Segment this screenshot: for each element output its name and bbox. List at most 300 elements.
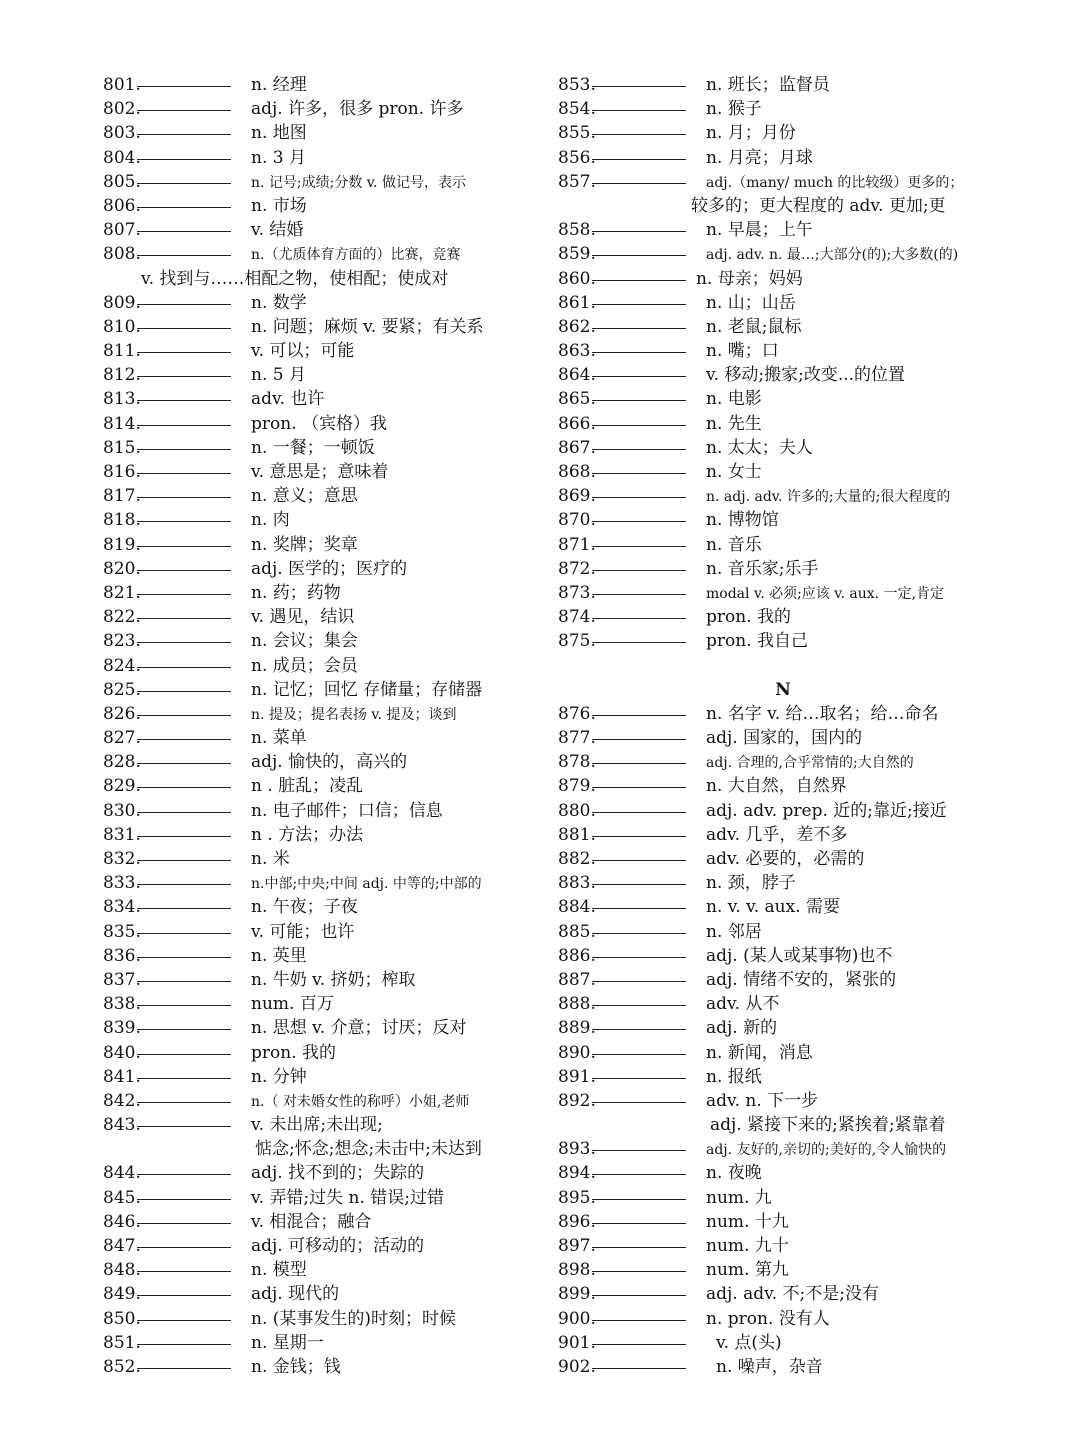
answer-blank[interactable] xyxy=(137,496,231,498)
vocab-entry xyxy=(103,726,553,750)
entry-number: 848. xyxy=(103,1260,141,1281)
answer-blank[interactable] xyxy=(592,303,686,305)
entry-number: 836. xyxy=(103,945,141,966)
vocab-entry xyxy=(103,702,553,726)
answer-blank[interactable] xyxy=(592,496,686,498)
entry-number: 857. xyxy=(558,171,596,192)
entry-definition: n. 分钟 xyxy=(251,1066,307,1087)
answer-blank[interactable] xyxy=(137,666,231,668)
answer-blank[interactable] xyxy=(137,738,231,740)
vocab-entry xyxy=(103,121,553,145)
answer-blank[interactable] xyxy=(137,1028,231,1030)
vocab-entry xyxy=(103,1282,553,1306)
entry-number: 847. xyxy=(103,1236,141,1256)
entry-number: 890. xyxy=(558,1042,596,1063)
answer-blank[interactable] xyxy=(592,1053,686,1055)
entry-number: 871. xyxy=(558,534,596,555)
answer-blank[interactable] xyxy=(137,932,231,934)
entry-number: 887. xyxy=(558,969,596,990)
answer-blank[interactable] xyxy=(137,1077,231,1079)
entry-definition: 较多的；更大程度的 adv. 更加;更 xyxy=(691,195,946,216)
answer-blank[interactable] xyxy=(592,786,686,788)
answer-blank[interactable] xyxy=(137,835,231,837)
entry-definition: n. 大自然，自然界 xyxy=(706,776,847,797)
entry-definition: v. 未出席;未出现; xyxy=(251,1115,383,1136)
answer-blank[interactable] xyxy=(137,327,231,329)
answer-blank[interactable] xyxy=(592,279,686,281)
vocab-entry xyxy=(558,242,1038,266)
vocab-entry xyxy=(558,315,1038,339)
answer-blank[interactable] xyxy=(137,182,231,184)
vocab-entry xyxy=(103,97,553,121)
vocab-entry xyxy=(103,1258,553,1282)
entry-definition: n. 菜单 xyxy=(251,728,307,749)
answer-blank[interactable] xyxy=(137,1101,231,1103)
answer-blank[interactable] xyxy=(592,859,686,861)
entry-number: 835. xyxy=(103,921,141,942)
vocab-entry xyxy=(103,291,553,315)
entry-definition: adj. 新的 xyxy=(706,1018,778,1039)
answer-blank[interactable] xyxy=(137,351,231,353)
entry-definition: n. (某事发生的)时刻；时候 xyxy=(251,1308,457,1329)
entry-number: 839. xyxy=(103,1018,141,1039)
answer-blank[interactable] xyxy=(137,859,231,861)
answer-blank[interactable] xyxy=(137,883,231,885)
entry-number: 829. xyxy=(103,776,141,797)
vocab-entry xyxy=(103,944,553,968)
entry-number: 845. xyxy=(103,1187,141,1208)
entry-definition: num. 百万 xyxy=(251,994,334,1015)
entry-definition: n.（ 对未婚女性的称呼）小姐,老师 xyxy=(251,1093,470,1110)
vocab-entry xyxy=(103,605,553,629)
entry-definition: modal v. 必须;应该 v. aux. 一定,肯定 xyxy=(706,585,945,602)
answer-blank[interactable] xyxy=(137,206,231,208)
answer-blank[interactable] xyxy=(137,1222,231,1224)
entry-definition: n. 电影 xyxy=(706,389,762,410)
entry-definition: n. 提及；提名表扬 v. 提及；谈到 xyxy=(251,706,457,723)
entry-definition: n. 电子邮件；口信；信息 xyxy=(251,800,443,821)
answer-blank[interactable] xyxy=(592,835,686,837)
entry-number: 883. xyxy=(558,873,596,894)
entry-number: 826. xyxy=(103,703,141,724)
entry-number: 866. xyxy=(558,413,596,434)
answer-blank[interactable] xyxy=(592,133,686,135)
entry-definition: n. v. v. aux. 需要 xyxy=(706,897,841,918)
vocab-entry xyxy=(558,1137,1038,1161)
entry-definition: n. 太太；夫人 xyxy=(706,437,813,458)
answer-blank[interactable] xyxy=(592,327,686,329)
entry-definition: adv. n. 下一步 xyxy=(706,1090,819,1111)
entry-definition: n. 博物馆 xyxy=(706,510,779,531)
answer-blank[interactable] xyxy=(137,1343,231,1345)
entry-number: 869. xyxy=(558,486,596,507)
vocab-entry xyxy=(103,1161,553,1185)
entry-number: 852. xyxy=(103,1356,141,1377)
vocab-entry xyxy=(103,412,553,436)
entry-number: 853. xyxy=(558,75,596,95)
vocab-entry xyxy=(558,170,1038,194)
entry-number: 812. xyxy=(103,365,141,386)
answer-blank[interactable] xyxy=(592,617,686,619)
answer-blank[interactable] xyxy=(592,1198,686,1200)
answer-blank[interactable] xyxy=(592,811,686,813)
vocab-entry xyxy=(558,267,1038,291)
entry-definition: n. 数学 xyxy=(251,292,307,313)
answer-blank[interactable] xyxy=(137,641,231,643)
entry-definition: n. 音乐 xyxy=(706,534,762,555)
answer-blank[interactable] xyxy=(137,1004,231,1006)
entry-definition: n. 肉 xyxy=(251,510,290,531)
entry-definition: v. 结婚 xyxy=(251,220,304,241)
answer-blank[interactable] xyxy=(137,690,231,692)
answer-blank[interactable] xyxy=(592,980,686,982)
answer-blank[interactable] xyxy=(592,762,686,764)
answer-blank[interactable] xyxy=(592,1367,686,1369)
entry-definition: n. 月亮；月球 xyxy=(706,147,813,168)
entry-number: 889. xyxy=(558,1018,596,1039)
entry-number: 809. xyxy=(103,292,141,313)
answer-blank[interactable] xyxy=(137,109,231,111)
answer-blank[interactable] xyxy=(137,714,231,716)
vocab-entry xyxy=(558,1282,1038,1306)
entry-definition: n. 月；月份 xyxy=(706,123,796,144)
answer-blank[interactable] xyxy=(592,1270,686,1272)
entry-definition: n. 老鼠;鼠标 xyxy=(706,316,802,337)
answer-blank[interactable] xyxy=(137,399,231,401)
answer-blank[interactable] xyxy=(137,569,231,571)
entry-definition: adj. adv. prep. 近的;靠近;接近 xyxy=(706,800,947,821)
answer-blank[interactable] xyxy=(137,907,231,909)
answer-blank[interactable] xyxy=(592,182,686,184)
vocab-entry xyxy=(558,944,1038,968)
entry-number: 864. xyxy=(558,365,596,386)
entry-definition: v. 移动;搬家;改变...的位置 xyxy=(706,365,906,386)
answer-blank[interactable] xyxy=(137,545,231,547)
entry-number: 804. xyxy=(103,147,141,168)
entry-number: 879. xyxy=(558,776,596,797)
answer-blank[interactable] xyxy=(137,448,231,450)
answer-blank[interactable] xyxy=(137,472,231,474)
entry-number: 863. xyxy=(558,341,596,362)
answer-blank[interactable] xyxy=(592,85,686,87)
entry-definition: adj. 紧接下来的;紧挨着;紧靠着 xyxy=(710,1115,946,1136)
entry-definition: pron. 我的 xyxy=(251,1042,336,1063)
entry-number: 849. xyxy=(103,1284,141,1305)
vocab-entry xyxy=(558,291,1038,315)
answer-blank[interactable] xyxy=(137,158,231,160)
vocab-entry xyxy=(558,1065,1038,1089)
section-letter: N xyxy=(775,679,791,700)
answer-blank[interactable] xyxy=(592,1222,686,1224)
answer-blank[interactable] xyxy=(137,1270,231,1272)
answer-blank[interactable] xyxy=(137,593,231,595)
entry-definition: n. 女士 xyxy=(706,462,762,482)
vocab-entry xyxy=(103,654,553,678)
vocab-entry xyxy=(558,73,1038,97)
answer-blank[interactable] xyxy=(137,811,231,813)
entry-definition: n. 成员；会员 xyxy=(251,655,358,676)
vocab-entry xyxy=(103,774,553,798)
answer-blank[interactable] xyxy=(137,1294,231,1296)
answer-blank[interactable] xyxy=(592,714,686,716)
answer-blank[interactable] xyxy=(592,956,686,958)
entry-number: 855. xyxy=(558,123,596,144)
entry-definition: adj. 友好的,亲切的;美好的,令人愉快的 xyxy=(706,1142,947,1159)
entry-number: 896. xyxy=(558,1211,596,1232)
entry-definition: adj.（many/ much 的比较级）更多的； xyxy=(706,174,964,191)
vocab-entry xyxy=(558,484,1038,508)
vocab-entry xyxy=(103,1234,553,1258)
vocab-entry xyxy=(558,387,1038,411)
entry-definition: adj. adv. 不;不是;没有 xyxy=(706,1284,879,1305)
vocab-entry xyxy=(558,557,1038,581)
vocab-entry xyxy=(558,992,1038,1016)
vocab-entry xyxy=(558,847,1038,871)
answer-blank[interactable] xyxy=(592,1149,686,1151)
answer-blank[interactable] xyxy=(592,1028,686,1030)
entry-definition: n. 记号;成绩;分数 v. 做记号，表示 xyxy=(251,174,466,191)
entry-definition: adv. 从不 xyxy=(706,994,780,1015)
entry-number: 818. xyxy=(103,510,141,531)
answer-blank[interactable] xyxy=(592,641,686,643)
entry-definition: adv. 必要的，必需的 xyxy=(706,849,865,869)
answer-blank[interactable] xyxy=(137,1053,231,1055)
entry-definition: n. 5 月 xyxy=(251,365,306,386)
answer-blank[interactable] xyxy=(137,1367,231,1369)
entry-definition: n. 记忆；回忆 存储量；存储器 xyxy=(251,679,483,700)
entry-definition: num. 九十 xyxy=(706,1236,789,1256)
vocab-entry xyxy=(558,460,1038,484)
entry-number: 832. xyxy=(103,849,141,869)
vocab-entry xyxy=(103,508,553,532)
answer-blank[interactable] xyxy=(592,158,686,160)
entry-definition: n. 问题；麻烦 v. 要紧；有关系 xyxy=(251,316,484,337)
entry-number: 886. xyxy=(558,945,596,966)
answer-blank[interactable] xyxy=(592,907,686,909)
vocab-entry xyxy=(103,533,553,557)
answer-blank[interactable] xyxy=(592,399,686,401)
answer-blank[interactable] xyxy=(137,1198,231,1200)
entry-definition: n. 米 xyxy=(251,849,290,869)
answer-blank[interactable] xyxy=(592,351,686,353)
entry-number: 823. xyxy=(103,631,141,652)
entry-definition: v. 相混合；融合 xyxy=(251,1211,372,1232)
entry-number: 894. xyxy=(558,1163,596,1184)
answer-blank[interactable] xyxy=(137,85,231,87)
entry-definition: adj. 找不到的；失踪的 xyxy=(251,1163,425,1184)
entry-definition: n. 3 月 xyxy=(251,147,306,168)
answer-blank[interactable] xyxy=(137,980,231,982)
vocab-entry xyxy=(103,1089,553,1113)
entry-definition: pron. 我自己 xyxy=(706,631,808,652)
answer-blank[interactable] xyxy=(137,956,231,958)
answer-blank[interactable] xyxy=(592,520,686,522)
entry-definition: n. 噪声，杂音 xyxy=(716,1356,823,1377)
entry-number: 880. xyxy=(558,800,596,821)
vocab-entry xyxy=(103,968,553,992)
entry-number: 888. xyxy=(558,994,596,1015)
left-column xyxy=(103,73,553,1379)
entry-number: 901. xyxy=(558,1332,596,1353)
answer-blank[interactable] xyxy=(137,1125,231,1127)
vocab-entry xyxy=(103,1016,553,1040)
vocab-entry xyxy=(558,581,1038,605)
entry-definition: adj. 可移动的；活动的 xyxy=(251,1236,425,1256)
entry-definition: n. adj. adv. 许多的;大量的;很大程度的 xyxy=(706,489,951,506)
answer-blank[interactable] xyxy=(592,375,686,377)
vocab-entry xyxy=(558,412,1038,436)
vocab-entry xyxy=(558,339,1038,363)
vocab-entry xyxy=(558,436,1038,460)
answer-blank[interactable] xyxy=(137,786,231,788)
entry-number: 831. xyxy=(103,824,141,845)
vocab-entry xyxy=(558,1307,1038,1331)
entry-number: 854. xyxy=(558,99,596,120)
answer-blank[interactable] xyxy=(592,254,686,256)
entry-definition: v. 可能；也许 xyxy=(251,921,355,942)
answer-blank[interactable] xyxy=(137,230,231,232)
answer-blank[interactable] xyxy=(592,1343,686,1345)
entry-number: 884. xyxy=(558,897,596,918)
answer-blank[interactable] xyxy=(137,617,231,619)
entry-number: 803. xyxy=(103,123,141,144)
entry-definition: n. 早晨；上午 xyxy=(706,220,813,241)
entry-number: 805. xyxy=(103,171,141,192)
vocab-entry xyxy=(558,968,1038,992)
vocab-entry xyxy=(103,847,553,871)
answer-blank[interactable] xyxy=(592,1246,686,1248)
entry-number: 891. xyxy=(558,1066,596,1087)
entry-number: 877. xyxy=(558,728,596,749)
vocab-entry xyxy=(558,146,1038,170)
vocab-entry xyxy=(103,436,553,460)
entry-definition: 惦念;怀念;想念;未击中;未达到 xyxy=(255,1139,482,1160)
vocab-entry xyxy=(103,484,553,508)
entry-definition: n. 颈，脖子 xyxy=(706,873,796,894)
vocab-entry xyxy=(103,1210,553,1234)
answer-blank[interactable] xyxy=(137,762,231,764)
vocab-entry-continuation xyxy=(558,1113,1038,1137)
vocab-entry xyxy=(103,242,553,266)
entry-number: 841. xyxy=(103,1066,141,1087)
answer-blank[interactable] xyxy=(137,424,231,426)
entry-definition: n. 思想 v. 介意；讨厌；反对 xyxy=(251,1018,467,1039)
vocab-entry xyxy=(103,1041,553,1065)
vocab-entry xyxy=(558,774,1038,798)
answer-blank[interactable] xyxy=(592,230,686,232)
vocab-entry xyxy=(103,387,553,411)
entry-number: 838. xyxy=(103,994,141,1015)
vocab-entry xyxy=(558,750,1038,774)
answer-blank[interactable] xyxy=(137,1246,231,1248)
entry-number: 834. xyxy=(103,897,141,918)
vocab-entry xyxy=(558,1331,1038,1355)
entry-definition: adv. 几乎，差不多 xyxy=(706,824,848,845)
entry-definition: n. 金钱；钱 xyxy=(251,1356,341,1377)
entry-number: 893. xyxy=(558,1139,596,1160)
entry-definition: adj. 愉快的，高兴的 xyxy=(251,752,408,773)
answer-blank[interactable] xyxy=(592,1173,686,1175)
answer-blank[interactable] xyxy=(137,254,231,256)
answer-blank[interactable] xyxy=(592,424,686,426)
entry-number: 824. xyxy=(103,655,141,676)
answer-blank[interactable] xyxy=(137,375,231,377)
answer-blank[interactable] xyxy=(592,448,686,450)
answer-blank[interactable] xyxy=(137,1173,231,1175)
answer-blank[interactable] xyxy=(592,109,686,111)
vocab-entry xyxy=(103,1186,553,1210)
entry-number: 825. xyxy=(103,679,141,700)
entry-number: 898. xyxy=(558,1260,596,1281)
entry-number: 822. xyxy=(103,607,141,628)
entry-definition: adv. 也许 xyxy=(251,389,325,410)
entry-number: 861. xyxy=(558,292,596,313)
answer-blank[interactable] xyxy=(592,738,686,740)
entry-definition: adj. 情绪不安的，紧张的 xyxy=(706,969,897,990)
vocab-entry xyxy=(103,1065,553,1089)
entry-number: 900. xyxy=(558,1308,596,1329)
answer-blank[interactable] xyxy=(592,883,686,885)
vocab-entry xyxy=(103,557,553,581)
entry-number: 816. xyxy=(103,462,141,482)
entry-definition: v. 找到与……相配之物，使相配；使成对 xyxy=(141,268,449,289)
answer-blank[interactable] xyxy=(592,1101,686,1103)
vocab-entry xyxy=(103,363,553,387)
answer-blank[interactable] xyxy=(137,520,231,522)
entry-definition: n. pron. 没有人 xyxy=(706,1308,830,1329)
answer-blank[interactable] xyxy=(137,133,231,135)
answer-blank[interactable] xyxy=(592,1319,686,1321)
entry-definition: num. 九 xyxy=(706,1187,772,1208)
entry-definition: n.中部;中央;中间 adj. 中等的;中部的 xyxy=(251,876,482,893)
entry-definition: adj. 现代的 xyxy=(251,1284,340,1305)
answer-blank[interactable] xyxy=(592,1077,686,1079)
answer-blank[interactable] xyxy=(137,1319,231,1321)
entry-definition: n. 牛奶 v. 挤奶；榨取 xyxy=(251,969,416,990)
entry-number: 892. xyxy=(558,1090,596,1111)
entry-number: 801. xyxy=(103,75,141,95)
vocab-entry xyxy=(103,629,553,653)
vocab-entry xyxy=(558,533,1038,557)
entry-definition: n.（尤质体育方面的）比赛，竞赛 xyxy=(251,247,461,264)
answer-blank[interactable] xyxy=(592,1294,686,1296)
vocab-entry-continuation xyxy=(558,194,1038,218)
entry-number: 808. xyxy=(103,244,141,265)
vocab-entry xyxy=(103,73,553,97)
entry-number: 868. xyxy=(558,462,596,482)
answer-blank[interactable] xyxy=(592,1004,686,1006)
answer-blank[interactable] xyxy=(137,303,231,305)
answer-blank[interactable] xyxy=(592,545,686,547)
entry-definition: n. 一餐；一顿饭 xyxy=(251,437,375,458)
vocab-entry xyxy=(558,508,1038,532)
vocab-entry xyxy=(558,726,1038,750)
entry-number: 819. xyxy=(103,534,141,555)
vocab-entry xyxy=(103,581,553,605)
entry-number: 817. xyxy=(103,486,141,507)
vocab-entry xyxy=(558,1016,1038,1040)
answer-blank[interactable] xyxy=(592,932,686,934)
entry-number: 875. xyxy=(558,631,596,652)
vocab-entry xyxy=(103,895,553,919)
answer-blank[interactable] xyxy=(592,472,686,474)
answer-blank[interactable] xyxy=(592,593,686,595)
entry-definition: num. 十九 xyxy=(706,1211,789,1232)
entry-definition: n. 新闻，消息 xyxy=(706,1042,813,1063)
entry-definition: n. 名字 v. 给…取名；给…命名 xyxy=(706,703,939,724)
entry-number: 899. xyxy=(558,1284,596,1305)
answer-blank[interactable] xyxy=(592,569,686,571)
